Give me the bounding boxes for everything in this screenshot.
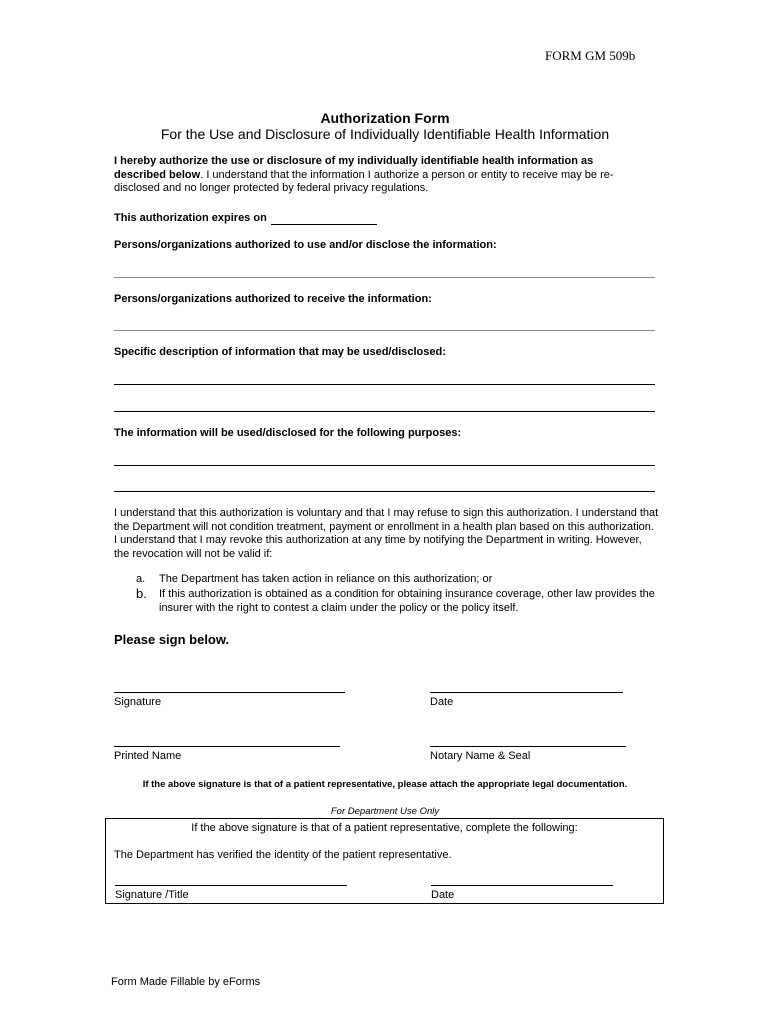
representative-notice: If the above signature is that of a patient representative, please attach the appropriate legal documentation.	[142, 779, 628, 790]
list-item	[0, 573, 770, 588]
notary-label: Notary Name & Seal	[430, 750, 531, 762]
footer-credit: Form Made Fillable by eForms	[111, 976, 261, 988]
voluntary-paragraph: I understand that this authorization is voluntary and that I may refuse to sign this authorization. I understand that the Department will not condition treatment, payment or enrollment in a health plan based on this authorization. I understand that I may revoke this authorization at any time by notifying the Department in writing. However, the revocation will not be valid if:	[114, 507, 659, 560]
printed-name-field[interactable]	[114, 746, 340, 747]
signature-field[interactable]	[114, 692, 345, 693]
purposes-field-line-2[interactable]	[114, 491, 655, 492]
expires-label: This authorization expires on	[114, 212, 267, 224]
receive-label: Persons/organizations authorized to receive the information:	[114, 293, 432, 305]
revocation-list	[0, 573, 770, 616]
purposes-label: The information will be used/disclosed for the following purposes:	[114, 427, 462, 439]
intro-bold-text: I hereby authorize the use or disclosure of my individually identifiable health information as described below	[114, 155, 594, 181]
list-item	[0, 588, 770, 616]
intro-paragraph	[114, 155, 644, 196]
date-field[interactable]	[430, 692, 623, 693]
description-label: Specific description of information that may be used/disclosed:	[114, 346, 446, 358]
date-label: Date	[430, 696, 454, 708]
description-field-line-2[interactable]	[114, 411, 655, 412]
sign-heading: Please sign below.	[114, 632, 230, 647]
printed-name-label: Printed Name	[114, 750, 182, 762]
form-number: FORM GM 509b	[545, 48, 636, 63]
department-use-box	[105, 818, 664, 904]
department-signature-label: Signature /Title	[115, 889, 189, 901]
expires-date-field[interactable]	[271, 224, 377, 225]
signature-label: Signature	[114, 696, 162, 708]
department-use-label: For Department Use Only	[330, 806, 440, 817]
disclose-field[interactable]	[114, 277, 655, 278]
receive-field[interactable]	[114, 330, 655, 331]
notary-field[interactable]	[430, 746, 626, 747]
page-subtitle: For the Use and Disclosure of Individually Identifiable Health Information	[160, 126, 610, 142]
department-date-label: Date	[431, 889, 455, 901]
department-instruction: If the above signature is that of a patient representative, complete the following:	[191, 822, 578, 834]
description-field-line-1[interactable]	[114, 384, 655, 385]
department-date-field[interactable]	[431, 885, 613, 886]
disclose-label: Persons/organizations authorized to use and/or disclose the information:	[114, 239, 497, 251]
department-signature-field[interactable]	[115, 885, 347, 886]
department-verification: The Department has verified the identity of the patient representative.	[114, 849, 452, 861]
page-title: Authorization Form	[320, 110, 450, 126]
list-marker: b.	[136, 586, 147, 601]
list-item-text: If this authorization is obtained as a condition for obtaining insurance coverage, other law provides the insurer with the right to contest a claim under the policy or the policy itself.	[159, 588, 655, 614]
purposes-field-line-1[interactable]	[114, 465, 655, 466]
list-marker: a.	[136, 573, 146, 585]
intro-regular-text: . I understand that the information I authorize a person or entity to receive may be re-disclosed and no longer protected by federal privacy regulations.	[114, 168, 614, 195]
list-item-text: The Department has taken action in reliance on this authorization; or	[159, 573, 493, 585]
